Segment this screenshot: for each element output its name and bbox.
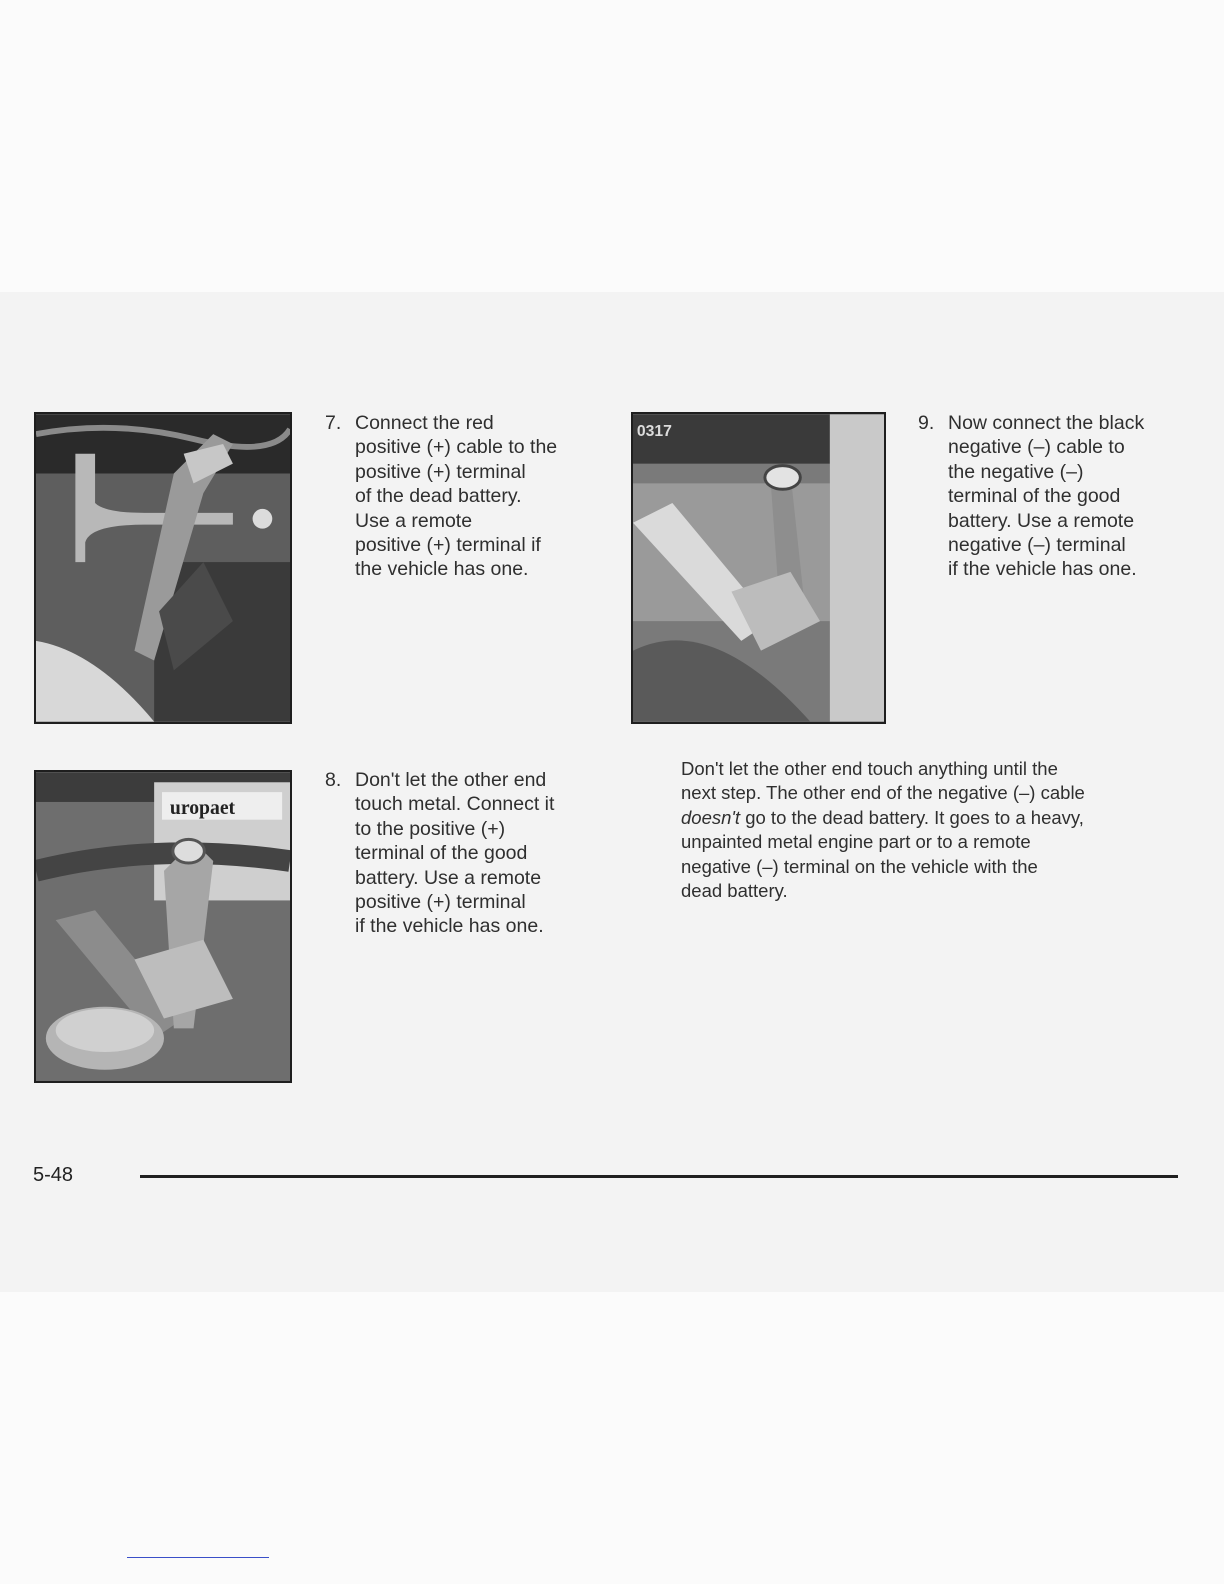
footer-rule xyxy=(140,1175,1178,1178)
step-8-line: if the vehicle has one. xyxy=(355,915,544,938)
step-7-line: positive (+) terminal if xyxy=(355,534,541,557)
step-7-line: positive (+) cable to the xyxy=(355,436,558,459)
note-line: next step. The other end of the negative (–) cable xyxy=(681,782,1085,804)
step-9-text xyxy=(948,411,1144,582)
engine-photo-3 xyxy=(633,414,884,722)
photo3-label: 0317 xyxy=(636,423,672,441)
photo-positive-clamp-good-battery xyxy=(34,770,292,1083)
step-9-line: negative (–) terminal xyxy=(948,534,1126,557)
photo-positive-clamp-dead-battery xyxy=(34,412,292,724)
step-9-number: 9. xyxy=(918,412,935,434)
step-7-line: Use a remote xyxy=(355,509,473,532)
note-line: Don't let the other end touch anything until the xyxy=(681,758,1058,779)
note-line: negative (–) terminal on the vehicle with the xyxy=(681,855,1038,877)
step-8-text xyxy=(355,768,554,939)
engine-photo-2 xyxy=(36,772,290,1081)
step-8-line: to the positive (+) xyxy=(355,817,506,840)
step-8-line: positive (+) terminal xyxy=(355,891,526,914)
page-number: 5-48 xyxy=(33,1164,74,1186)
step-8-line: terminal of the good xyxy=(355,842,528,865)
photo-negative-clamp-good-battery xyxy=(631,412,886,724)
negative-cable-note xyxy=(681,757,1161,903)
note-emphasis: doesn't xyxy=(681,806,741,828)
note-line: dead battery. xyxy=(681,880,788,902)
step-9-line: Now connect the black xyxy=(948,412,1145,434)
step-9-line: the negative (–) xyxy=(948,460,1084,483)
step-7-line: the vehicle has one. xyxy=(355,558,529,581)
step-7-line: Connect the red xyxy=(355,412,494,434)
step-7-line: of the dead battery. xyxy=(355,485,522,508)
link-underline-artifact xyxy=(127,1557,269,1558)
note-line-rest: go to the dead battery. It goes to a heavy, xyxy=(740,806,1084,828)
step-7-text xyxy=(355,411,557,582)
note-line xyxy=(681,806,1161,830)
step-7-number: 7. xyxy=(325,412,342,434)
step-8-line: Don't let the other end xyxy=(355,769,547,791)
step-9-line: negative (–) cable to xyxy=(948,436,1125,459)
step-7-line: positive (+) terminal xyxy=(355,460,526,483)
engine-photo-1 xyxy=(36,414,290,722)
photo2-label: uropaet xyxy=(169,796,236,819)
step-8-number: 8. xyxy=(325,769,342,791)
step-9-line: terminal of the good xyxy=(948,485,1121,508)
step-9-line: if the vehicle has one. xyxy=(948,558,1137,581)
note-line: unpainted metal engine part or to a remote xyxy=(681,831,1031,853)
step-8-line: touch metal. Connect it xyxy=(355,793,555,816)
step-8-line: battery. Use a remote xyxy=(355,866,542,889)
step-9-line: battery. Use a remote xyxy=(948,509,1135,532)
